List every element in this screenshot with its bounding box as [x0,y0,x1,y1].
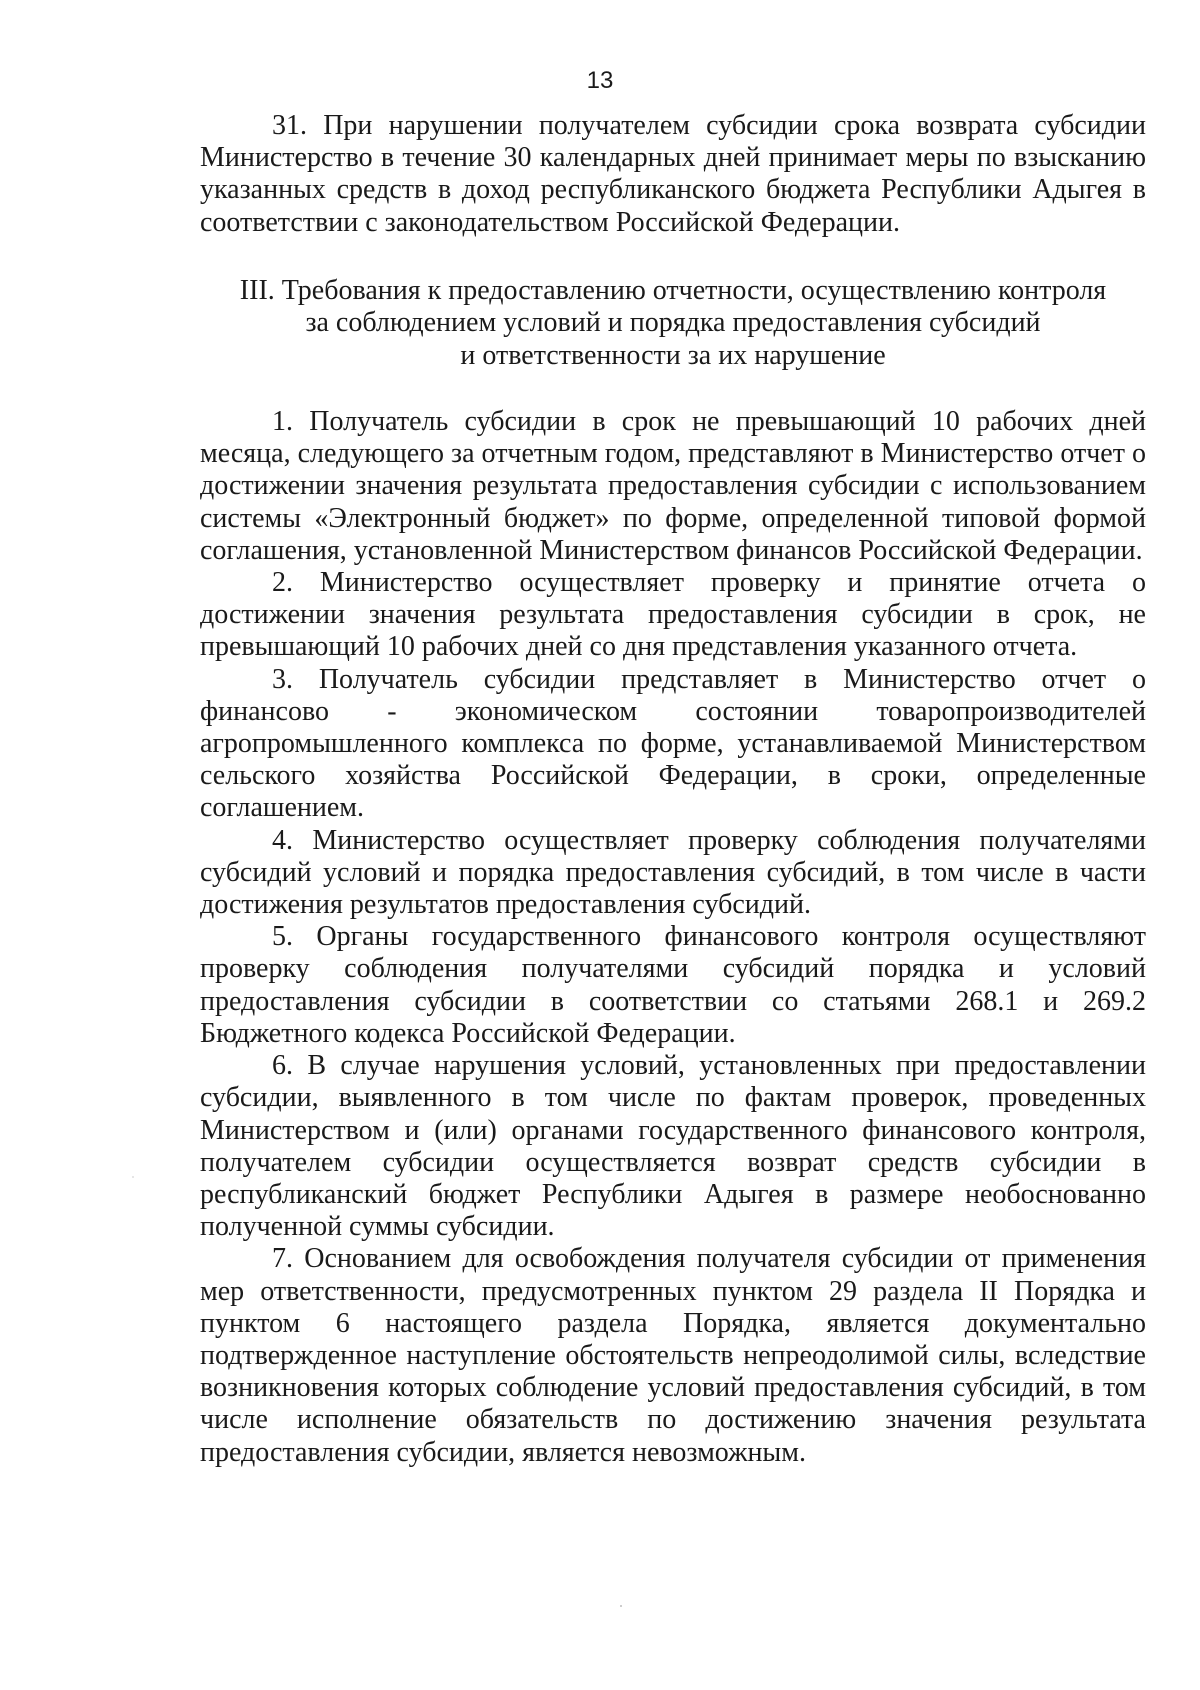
paragraph-2: 2. Министерство осуществляет проверку и принятие отчета о достижении значения результата предоставления субсидии в срок, не превышающий 10 рабочих дней со дня представления указанного отчета. [200,567,1146,663]
paragraph-4: 4. Министерство осуществляет проверку соблюдения получателями субсидий условий и порядка предоставления субсидий, в том числе в части достижения результатов предоставления субсидий. [200,824,1146,921]
paragraph-1: 1. Получатель субсидии в срок не превышающий 10 рабочих дней месяца, следующего за отчетным годом, представляют в Министерство отчет о достижении значения результата предоставления субсидии с использованием системы «Электронный бюджет» по форме, определенной типовой формой соглашения, установленной Министерством финансов Российской Федерации. [200,406,1146,566]
section-heading-line-2: за соблюдением условий и порядка предоставления субсидий [305,307,1041,339]
paragraph-6: 6. В случае нарушения условий, установленных при предоставлении субсидии, выявленного в том числе по фактам проверок, проведенных Министерством и (или) органами государственного финансового контроля, получателем субсидии осуществляется возврат средств субсидии в республиканский бюджет Республики Адыгея в размере необоснованно полученной суммы субсидии. [200,1050,1146,1243]
scan-speck [620,1605,622,1607]
page-number: 13 [586,67,614,94]
scan-speck [132,1176,134,1178]
paragraph-5: 5. Органы государственного финансового контроля осуществляют проверку соблюдения получателями субсидий порядка и условий предоставления субсидии в соответствии со статьями 268.1 и 269.2 Бюджетного кодекса Российской Федерации. [200,921,1146,1049]
section-heading-line-1: III. Требования к предоставлению отчетности, осуществлению контроля [239,274,1107,306]
paragraph-7: 7. Основанием для освобождения получателя субсидии от применения мер ответственности, предусмотренных пунктом 29 раздела II Порядка и пунктом 6 настоящего раздела Порядка, является документально подтвержденное наступление обстоятельств непреодолимой силы, вследствие возникновения которых соблюдение условий предоставления субсидий, в том числе исполнение обязательств по достижению значения результата предоставления субсидии, является невозможным. [200,1243,1146,1468]
paragraph-31: 31. При нарушении получателем субсидии срока возврата субсидии Министерство в течение 30 календарных дней принимает меры по взысканию указанных средств в доход республиканского бюджета Республики Адыгея в соответствии с законодательством Российской Федерации. [200,110,1146,238]
section-heading [200,275,1146,372]
document-body [200,110,1146,1469]
section-heading-line-3: и ответственности за их нарушение [460,339,886,371]
paragraph-3: 3. Получатель субсидии представляет в Министерство отчет о финансово - экономическом состоянии товаропроизводителей агропромышленного комплекса по форме, устанавливаемой Министерством сельского хозяйства Российской Федерации, в сроки, определенные соглашением. [200,663,1146,824]
